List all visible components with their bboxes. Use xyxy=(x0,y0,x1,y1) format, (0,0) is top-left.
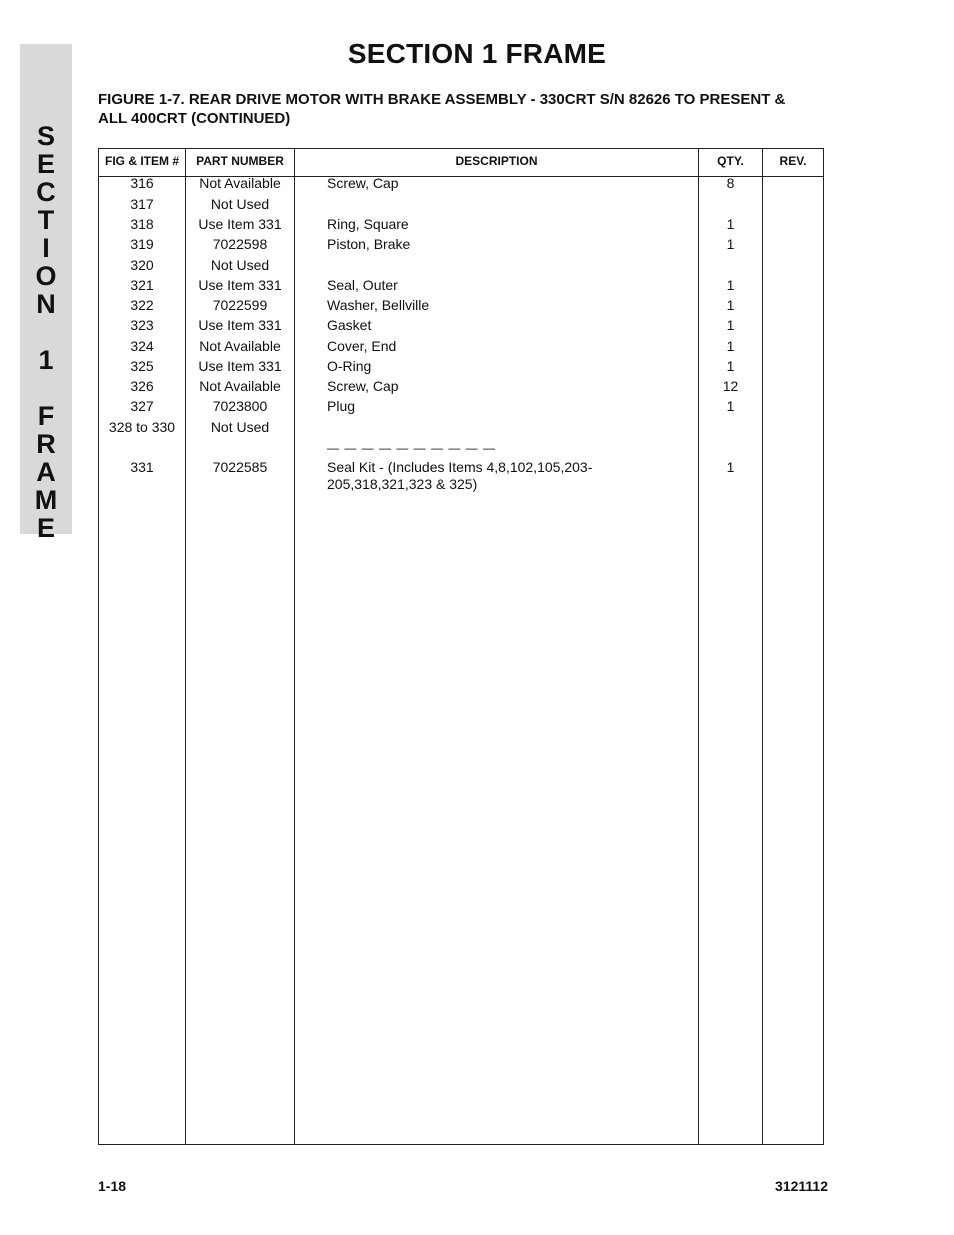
document-number: 3121112 xyxy=(775,1178,828,1194)
description-cell: Gasket xyxy=(327,317,372,333)
part-number-cell: Not Used xyxy=(210,419,270,435)
fig-item-cell: 316 xyxy=(130,175,154,191)
figure-title-line-2: ALL 400CRT (CONTINUED) xyxy=(98,110,291,127)
fig-item-cell: 331 xyxy=(130,459,154,475)
header-description: DESCRIPTION xyxy=(455,154,538,168)
section-side-tab xyxy=(20,44,72,543)
part-number-cell: Not Available xyxy=(199,338,281,354)
side-tab-letter: 1 xyxy=(38,345,54,375)
side-tab-letter: C xyxy=(36,177,56,207)
fig-item-cell: 328 to 330 xyxy=(108,419,176,435)
side-tab-letter: O xyxy=(35,261,57,291)
qty-cell: 1 xyxy=(726,277,735,293)
column-divider xyxy=(762,149,763,1144)
header-part-number: PART NUMBER xyxy=(196,154,284,168)
fig-item-cell: 324 xyxy=(130,338,154,354)
fig-item-cell: 318 xyxy=(130,216,154,232)
side-tab-letter: E xyxy=(36,513,55,543)
side-tab-letter: I xyxy=(42,233,50,263)
side-tab-letter: N xyxy=(36,289,56,319)
description-cell: Seal, Outer xyxy=(327,277,398,293)
qty-cell: 1 xyxy=(726,317,735,333)
part-number-cell: 7022585 xyxy=(212,459,268,475)
parts-table xyxy=(98,148,824,1145)
header-rev: REV. xyxy=(779,154,807,168)
header-qty: QTY. xyxy=(717,154,744,168)
description-cell: Cover, End xyxy=(327,338,397,354)
description-cell: Screw, Cap xyxy=(327,378,399,394)
fig-item-cell: 325 xyxy=(130,358,154,374)
table-header xyxy=(99,149,823,177)
part-number-cell: Use Item 331 xyxy=(198,317,282,333)
description-cell: Screw, Cap xyxy=(327,175,399,191)
figure-title xyxy=(98,90,838,128)
fig-item-cell: 322 xyxy=(130,297,154,313)
part-number-cell: Not Available xyxy=(199,175,281,191)
header-fig-item: FIG & ITEM # xyxy=(104,154,179,168)
section-title: SECTION 1 FRAME xyxy=(347,38,607,69)
side-tab-letter: M xyxy=(34,485,58,515)
qty-cell: 1 xyxy=(726,297,735,313)
part-number-cell: Use Item 331 xyxy=(198,358,282,374)
part-number-cell: Not Used xyxy=(210,196,270,212)
qty-cell: 1 xyxy=(726,236,735,252)
figure-title-line-1: FIGURE 1-7. REAR DRIVE MOTOR WITH BRAKE ASSEMBLY - 330CRT S/N 82626 TO PRESENT & xyxy=(98,91,786,108)
side-tab-letter: E xyxy=(36,149,55,179)
fig-item-cell: 317 xyxy=(130,196,154,212)
description-cell: Washer, Bellville xyxy=(327,297,430,313)
fig-item-cell: 323 xyxy=(130,317,154,333)
qty-cell: 1 xyxy=(726,358,735,374)
side-tab-letter: A xyxy=(36,457,56,487)
fig-item-cell: 319 xyxy=(130,236,154,252)
qty-cell: 1 xyxy=(726,216,735,232)
fig-item-cell: 326 xyxy=(130,378,154,394)
part-number-cell: 7022599 xyxy=(212,297,268,313)
part-number-cell: Not Used xyxy=(210,257,270,273)
description-cell xyxy=(327,459,627,493)
qty-cell: 8 xyxy=(726,175,735,191)
fig-item-cell: 321 xyxy=(130,277,154,293)
qty-cell: 1 xyxy=(726,459,735,475)
description-cell: Plug xyxy=(327,398,356,414)
side-tab-letter: T xyxy=(37,205,55,235)
fig-item-cell: 327 xyxy=(130,398,154,414)
part-number-cell: 7022598 xyxy=(212,236,268,252)
side-tab-letter: F xyxy=(37,401,55,431)
side-tab-letter: R xyxy=(36,429,56,459)
side-tab-letter: S xyxy=(36,121,55,151)
description-line-2: 205,318,321,323 & 325) xyxy=(327,476,478,492)
qty-cell: 12 xyxy=(722,378,739,394)
qty-cell: 1 xyxy=(726,398,735,414)
description-cell: Piston, Brake xyxy=(327,236,411,252)
column-divider xyxy=(294,149,295,1144)
part-number-cell: Not Available xyxy=(199,378,281,394)
separator-dashes: — — — — — — — — — — xyxy=(327,441,497,455)
page-number: 1-18 xyxy=(98,1178,127,1194)
fig-item-cell: 320 xyxy=(130,257,154,273)
part-number-cell: Use Item 331 xyxy=(198,216,282,232)
qty-cell: 1 xyxy=(726,338,735,354)
description-cell: O-Ring xyxy=(327,358,372,374)
description-line-1: Seal Kit - (Includes Items 4,8,102,105,203- xyxy=(327,459,593,475)
part-number-cell: Use Item 331 xyxy=(198,277,282,293)
description-cell: Ring, Square xyxy=(327,216,409,232)
part-number-cell: 7023800 xyxy=(212,398,268,414)
